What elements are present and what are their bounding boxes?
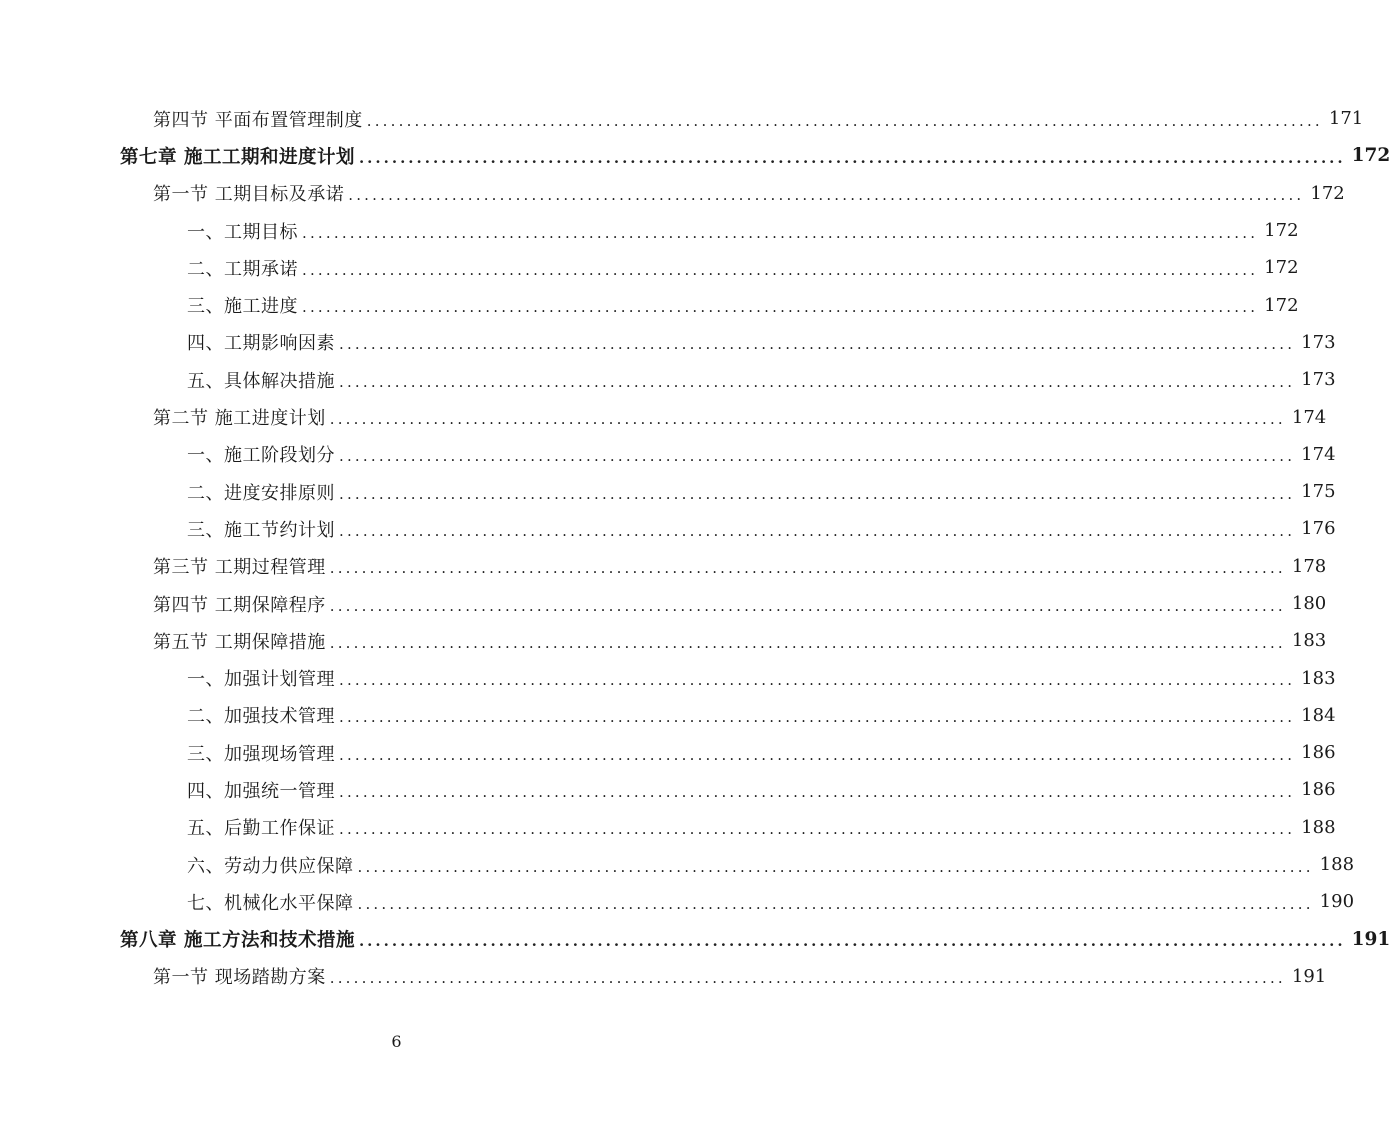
toc-entry-title: 二、工期承诺 xyxy=(187,258,298,280)
toc-entry-page: 175 xyxy=(1301,481,1336,503)
toc-entry[interactable] xyxy=(0,771,1336,808)
dot-leader: ........................................................................................................................ xyxy=(329,596,1286,615)
toc-entry[interactable] xyxy=(0,473,1336,510)
toc-entry-title: 第四节 工期保障程序 xyxy=(153,594,326,616)
toc-entry-title: 一、加强计划管理 xyxy=(187,669,335,691)
toc-entry-title: 二、进度安排原则 xyxy=(187,482,335,504)
toc-entry-page: 172 xyxy=(1264,257,1299,279)
dot-leader: ........................................................................................................................ xyxy=(339,521,1296,540)
toc-entry[interactable] xyxy=(0,398,1327,435)
toc-entry-page: 172 xyxy=(1264,294,1299,316)
toc-entry-title: 五、后勤工作保证 xyxy=(187,818,335,840)
toc-entry[interactable] xyxy=(0,697,1336,734)
toc-entry[interactable] xyxy=(0,137,1390,174)
page-number: 6 xyxy=(391,1032,402,1051)
toc-entry[interactable] xyxy=(0,734,1336,771)
toc-entry-page: 184 xyxy=(1301,704,1336,726)
dot-leader: ........................................................................................................................ xyxy=(339,708,1296,727)
toc-entry-page: 188 xyxy=(1319,854,1355,876)
toc-entry-page: 172 xyxy=(1310,182,1345,204)
toc-entry-title: 第五节 工期保障措施 xyxy=(153,631,326,653)
toc-entry[interactable] xyxy=(0,622,1327,659)
toc-entry[interactable] xyxy=(0,212,1299,249)
toc-entry-page: 174 xyxy=(1301,443,1336,465)
dot-leader: ........................................................................................................................ xyxy=(357,857,1314,876)
toc-entry[interactable] xyxy=(0,548,1327,585)
toc-entry-title: 二、加强技术管理 xyxy=(187,706,335,728)
dot-leader: ........................................................................................................................ xyxy=(339,820,1296,839)
toc-entry-page: 172 xyxy=(1264,220,1299,242)
toc-entry-title: 第二节 施工进度计划 xyxy=(153,408,326,430)
toc-entry[interactable] xyxy=(0,809,1336,846)
toc-entry[interactable] xyxy=(0,883,1355,920)
dot-leader: ........................................................................................................................ xyxy=(329,410,1286,429)
toc-entry[interactable] xyxy=(0,659,1336,696)
dot-leader: ........................................................................................................................ xyxy=(358,932,1346,951)
toc-entry[interactable] xyxy=(0,249,1299,286)
toc-entry-page: 176 xyxy=(1301,518,1336,540)
toc-entry-page: 186 xyxy=(1301,779,1336,801)
dot-leader: ........................................................................................................................ xyxy=(366,111,1323,130)
toc-entry-title: 第一节 工期目标及承诺 xyxy=(153,184,345,206)
toc-entry-title: 五、具体解决措施 xyxy=(187,370,335,392)
toc-entry-page: 171 xyxy=(1328,108,1364,130)
toc-entry-title: 三、施工进度 xyxy=(187,296,298,318)
dot-leader: ........................................................................................................................ xyxy=(302,298,1259,317)
dot-leader: ........................................................................................................................ xyxy=(357,894,1314,913)
toc-entry[interactable] xyxy=(0,436,1336,473)
toc-entry-title: 四、工期影响因素 xyxy=(187,333,335,355)
toc-entry[interactable] xyxy=(0,585,1327,622)
toc-entry-title: 三、施工节约计划 xyxy=(187,519,335,541)
dot-leader: ........................................................................................................................ xyxy=(329,633,1286,652)
toc-entry-page: 191 xyxy=(1291,965,1327,987)
toc-entry-title: 一、工期目标 xyxy=(187,221,298,243)
dot-leader: ........................................................................................................................ xyxy=(339,335,1296,354)
toc-entry-page: 174 xyxy=(1291,406,1327,428)
toc-entry-page: 183 xyxy=(1301,667,1336,689)
dot-leader: ........................................................................................................................ xyxy=(339,484,1296,503)
toc-entry[interactable] xyxy=(0,286,1299,323)
toc-entry-page: 172 xyxy=(1351,145,1390,167)
dot-leader: ........................................................................................................................ xyxy=(339,745,1296,764)
toc-entry-page: 191 xyxy=(1351,928,1390,950)
toc-entry-title: 第三节 工期过程管理 xyxy=(153,557,326,579)
toc-entry[interactable] xyxy=(0,324,1336,361)
dot-leader: ........................................................................................................................ xyxy=(339,447,1296,466)
dot-leader: ........................................................................................................................ xyxy=(358,148,1346,167)
dot-leader: ........................................................................................................................ xyxy=(339,671,1296,690)
toc-entry-title: 六、劳动力供应保障 xyxy=(187,855,354,877)
toc-entry[interactable] xyxy=(0,921,1390,958)
toc-entry-page: 180 xyxy=(1291,593,1327,614)
toc-entry-page: 188 xyxy=(1301,816,1336,838)
toc-entry[interactable] xyxy=(0,100,1364,137)
dot-leader: ........................................................................................................................ xyxy=(302,223,1259,242)
dot-leader: ........................................................................................................................ xyxy=(348,186,1305,205)
toc-entry-page: 190 xyxy=(1319,891,1355,913)
toc-entry[interactable] xyxy=(0,361,1336,398)
toc-entry-page: 173 xyxy=(1301,331,1336,353)
toc-entry-title: 四、加强统一管理 xyxy=(187,780,335,802)
toc-entry-page: 173 xyxy=(1301,369,1336,391)
dot-leader: ........................................................................................................................ xyxy=(339,782,1296,801)
dot-leader: ........................................................................................................................ xyxy=(339,372,1296,391)
toc-entry-title: 第八章 施工方法和技术措施 xyxy=(120,930,355,952)
dot-leader: ........................................................................................................................ xyxy=(302,260,1259,279)
toc-entry[interactable] xyxy=(0,510,1336,547)
toc-entry-page: 183 xyxy=(1291,630,1327,652)
toc-entry-page: 186 xyxy=(1301,742,1336,764)
dot-leader: ........................................................................................................................ xyxy=(329,559,1286,578)
toc-entry[interactable] xyxy=(0,958,1327,995)
toc-entry-title: 第一节 现场踏勘方案 xyxy=(153,967,326,989)
toc-entry[interactable] xyxy=(0,846,1355,883)
table-of-contents xyxy=(0,100,1390,995)
toc-entry-title: 三、加强现场管理 xyxy=(187,743,335,765)
dot-leader: ........................................................................................................................ xyxy=(329,969,1286,988)
toc-entry-title: 七、机械化水平保障 xyxy=(187,892,354,914)
toc-entry-title: 第七章 施工工期和进度计划 xyxy=(120,146,355,168)
toc-entry-page: 178 xyxy=(1291,555,1327,577)
toc-entry-title: 一、施工阶段划分 xyxy=(187,445,335,467)
toc-entry-title: 第四节 平面布置管理制度 xyxy=(153,109,363,131)
toc-entry[interactable] xyxy=(0,175,1345,212)
